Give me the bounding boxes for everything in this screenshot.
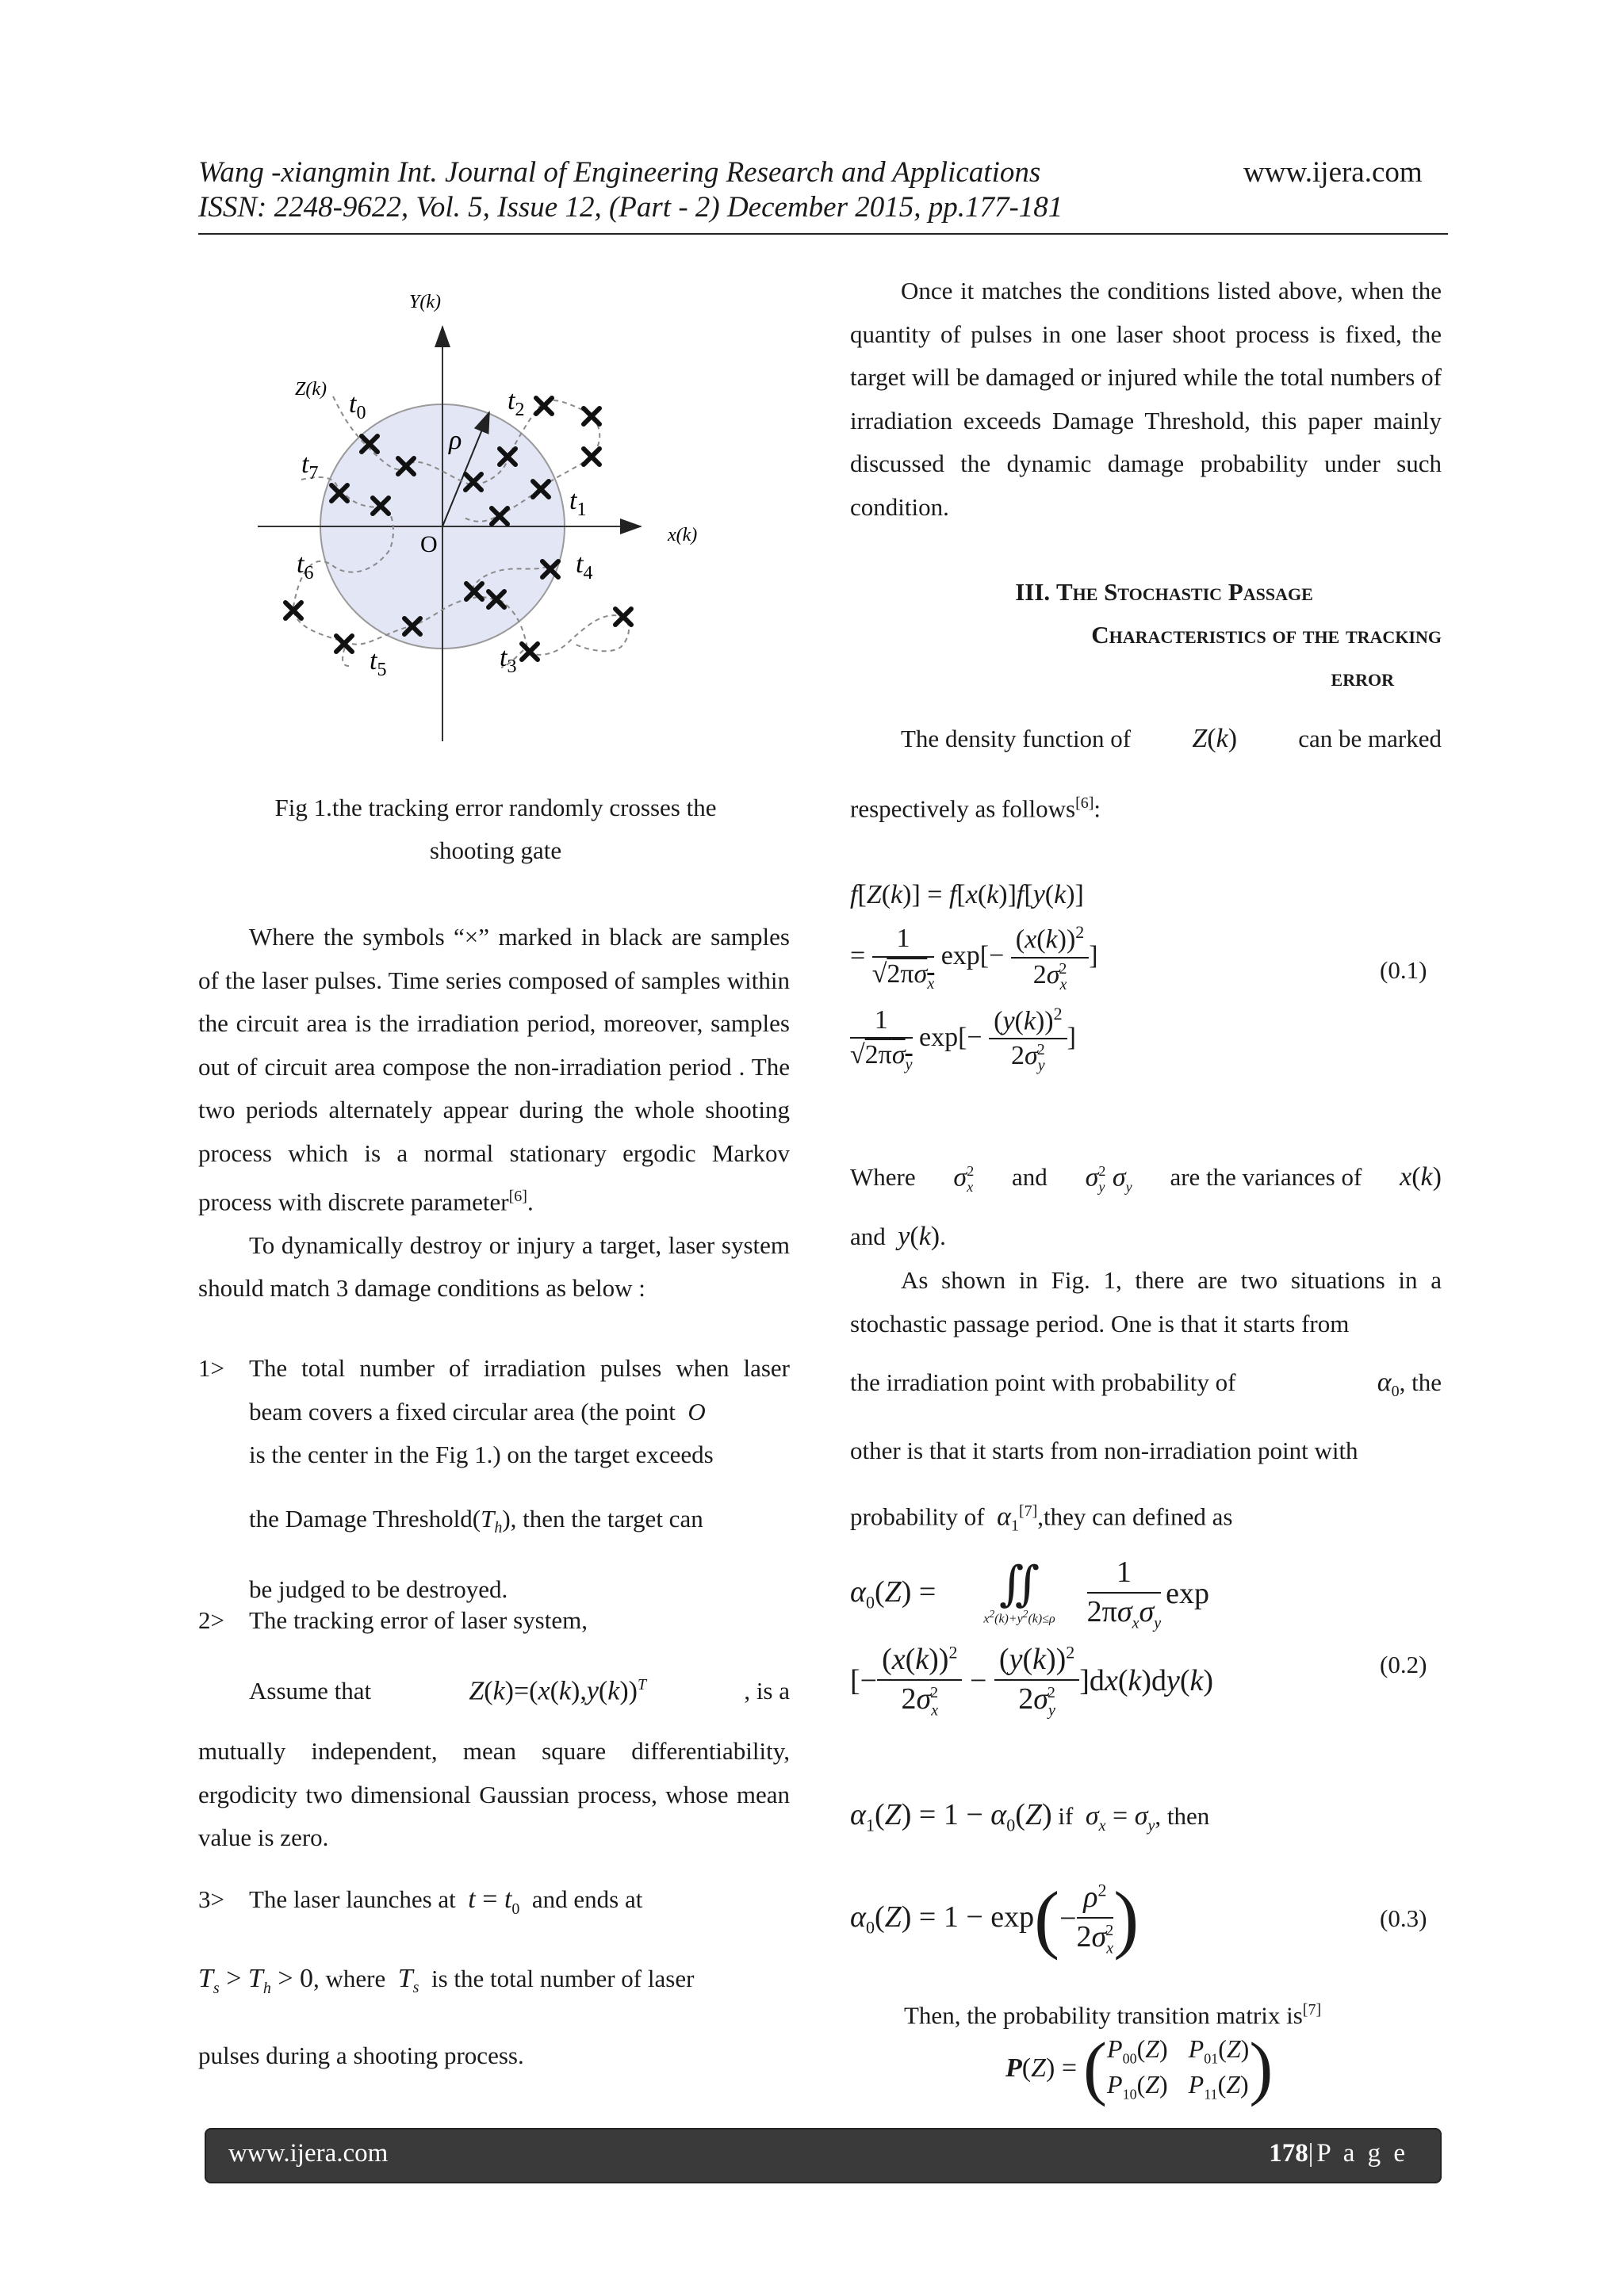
origin-label: O <box>420 531 438 557</box>
t0-label: $t_0$ <box>349 389 366 423</box>
header-url[interactable]: www.ijera.com <box>1243 156 1423 189</box>
paragraph-symbols: Where the symbols “×” marked in black are samples of the laser pulses. Time series composed of samples within the circuit area is the irradiation period, moreover, samples out of circuit area compose the non-irradiation period . The two periods alternately appear during the whole shooting process which is a normal stationary ergodic Markov process with discrete parameter[6]. <box>198 923 790 1216</box>
left-column <box>198 916 790 1311</box>
pulse-mark <box>536 398 552 414</box>
pulse-mark <box>584 408 599 424</box>
transition-matrix: P ( Z ) = ( $P_{00}(Z)$ $P_{01}(Z)$ $P_{10}(Z)$ $P_{11}(Z)$ ) <box>1005 2029 1274 2107</box>
t1-label: $t_1$ <box>569 486 587 520</box>
equation-0-3: $\alpha_0(Z) = 1 - \exp$ ( − $\frac{\rho^2}{2\sigma_x^2}$ ) <box>850 1876 1139 1961</box>
t3-label: $t_3$ <box>500 643 517 677</box>
footer-page: 178|P a g e <box>1269 2139 1408 2168</box>
figure-1 <box>246 285 737 753</box>
equation-0-1: f[Z(k)] = f[x(k)]f[y(k)] = $\frac{1}{√2\pi\sigma_x}$ exp[− $\frac{(x(k))^2}{2\sigma_x^2}$ ] $\frac{1}{√2\pi\sigma_y}$ exp[− $\frac{(y(k))^2}{2\sigma_y^2}$ ] <box>850 880 1098 1075</box>
passage-text: As shown in Fig. 1, there are two situations in a stochastic passage period. One is that it starts from <box>850 1266 1442 1337</box>
header-journal: Wang -xiangmin Int. Journal of Engineering Research and Applications <box>198 156 1041 189</box>
condition-1: 1> The total number of irradiation pulses when laser beam covers a fixed circular area (the point O is the center in the Fig 1.) on the target exceeds the Damage $Threshold(T_h)$, then the target can be judged to be destroyed. <box>198 1347 790 1612</box>
t6-label: $t_6$ <box>297 549 314 584</box>
paragraph-conditions: To dynamically destroy or injury a target, laser system should match 3 damage conditions as below : <box>198 1230 790 1303</box>
section-heading: III. The Stochastic Passage Characteristics of the tracking error <box>1015 578 1442 691</box>
pulse-mark <box>584 449 599 465</box>
caption-line-2: shooting gate <box>429 836 562 864</box>
pulse-mark <box>615 609 631 625</box>
x-axis-label: x(k) <box>668 525 698 545</box>
header-rule <box>198 233 1448 235</box>
equation-0-2-number: (0.2) <box>1380 1651 1427 1678</box>
equation-0-1-number: (0.1) <box>1380 956 1427 984</box>
right-column-intro <box>850 270 1442 529</box>
t4-label: $t_4$ <box>576 549 593 584</box>
pulse-mark <box>522 644 538 660</box>
condition-3: 3> The laser launches at $t = t_0$ and ends at $T_s > T_h > 0$, where $T_s$ is the total number of laser pulses during a shooting process. <box>198 1878 790 2077</box>
figure-caption <box>198 786 793 872</box>
footer-url[interactable]: www.ijera.com <box>228 2139 389 2168</box>
density-paragraph: The density function of Z(k) can be marked respectively as follows[6]: <box>850 724 1442 822</box>
t5-label: $t_5$ <box>370 646 387 680</box>
condition-2-label: 2> <box>198 1606 224 1634</box>
page-footer <box>205 2128 1442 2183</box>
paragraph-conditions-met: Once it matches the conditions listed above, when the quantity of pulses in one laser shoot process is fixed, the target will be damaged or injured while the total numbers of irradiation exceeds Damage Threshold, this paper mainly discussed the dynamic damage probability under such condition. <box>850 277 1442 521</box>
condition-2: 2> The tracking error of laser system, Assume that $Z(k)=(x(k),y(k))^T$ , is a mutually independent, mean square differentiability, ergodicity two dimensional Gaussian process, whose mean value is zero. <box>198 1599 790 1860</box>
t2-label: $t_2$ <box>508 386 525 420</box>
alpha1-relation: $\alpha_1(Z) = 1 - \alpha_0(Z)$ if $\sigma_x = \sigma_y$, then <box>850 1798 1210 1835</box>
y-axis-label: Y(k) <box>409 292 441 312</box>
equation-0-3-number: (0.3) <box>1380 1904 1427 1932</box>
passage-paragraph: As shown in Fig. 1, there are two situations in a stochastic passage period. One is that it starts from the irradiation point with probability of $\alpha_0$, the other is that it starts from non-irradiation point with probability of $\alpha_1[7],they$ can defined as <box>850 1259 1442 1548</box>
matrix-intro: Then, the probability transition matrix is[7] <box>904 2001 1322 2030</box>
condition-1-label: 1> <box>198 1354 224 1382</box>
equation-0-2: $\alpha_0(Z)$ = ∬ $x^2(k)+y^2(k)\le\rho$ $\frac{1}{2\pi\sigma_x\sigma_y}$ exp [− $\frac{(x(k))^2}{2\sigma_x^2}$ − $\frac{(y(k))^2}{2\sigma_y^2}$ ]d x ( k )d y ( k ) <box>850 1556 1214 1720</box>
variance-paragraph: Where $\sigma_x^2$ and $\sigma_y^2$ $\sigma_y$ are the variances of x(k) and y(k). <box>850 1162 1442 1251</box>
condition-3-label: 3> <box>198 1885 224 1913</box>
caption-line-1: Fig 1.the tracking error randomly crosses the <box>274 794 717 821</box>
z-label: Z(k) <box>295 379 327 400</box>
t7-label: $t_7$ <box>301 450 319 484</box>
rho-label: ρ <box>449 426 462 455</box>
header-issn: ISSN: 2248-9622, Vol. 5, Issue 12, (Part - 2) December 2015, pp.177-181 <box>198 191 1063 224</box>
